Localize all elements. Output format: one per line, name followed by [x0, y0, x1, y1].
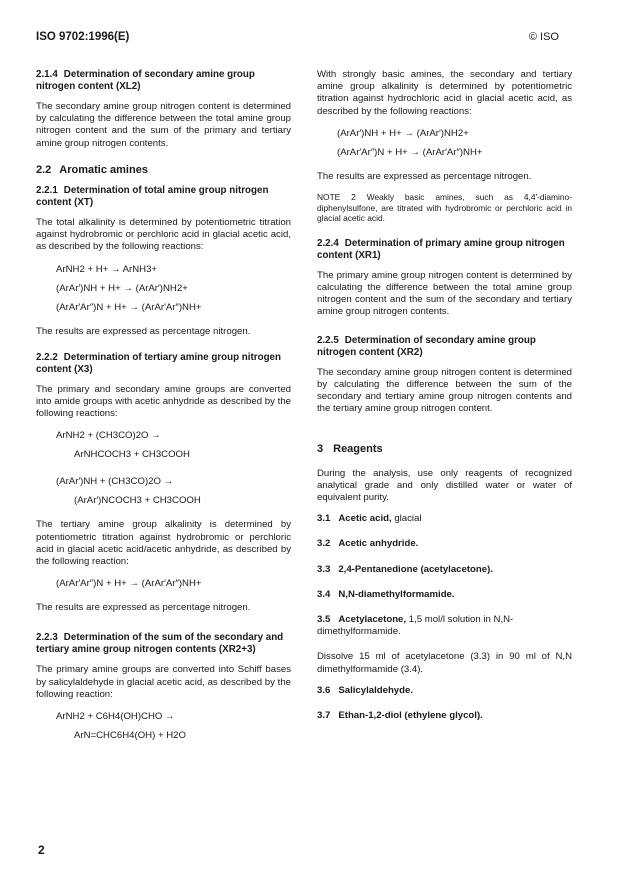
equation: (ArAr′)NH + (CH3CO)2O → [56, 476, 174, 488]
page-number: 2 [38, 843, 45, 857]
reagent-item: 3.3 2,4-Pentanedione (acetylacetone). [317, 563, 493, 575]
paragraph: During the analysis, use only reagents of recognized analytical grade and only distilled water or water of equivalent purity. [317, 467, 572, 504]
section-heading: 2.1.4 Determination of secondary amine group nitrogen content (XL2) [36, 69, 255, 92]
equation-block [36, 263, 291, 314]
equation: (ArAr′Ar″)N + H+ → (ArAr′Ar″)NH+ [56, 301, 202, 313]
section-heading: 2.2.5 Determination of secondary amine group nitrogen content (XR2) [317, 334, 536, 358]
reagent-item: 3.6 Salicylaldehyde. [317, 684, 413, 696]
equation: ArNH2 + H+ → ArNH3+ [56, 263, 158, 275]
copyright-mark: © ISO [528, 31, 559, 43]
equation: (ArAr′)NCOCH3 + CH3COOH [74, 495, 201, 507]
paragraph: The results are expressed as percentage nitrogen. [317, 170, 532, 182]
equation: ArNH2 + (CH3CO)2O → [56, 430, 161, 442]
reagent-item: 3.1 Acetic acid, glacial [317, 513, 422, 525]
paragraph: The primary amine groups are converted into Schiff bases by salicylaldehyde in glacial acetic acid, as described by the following reaction: [36, 664, 291, 700]
equation: ArNH2 + C6H4(OH)CHO → [56, 711, 175, 723]
section-heading: 2.2.2 Determination of tertiary amine group nitrogen content (X3) [36, 351, 281, 375]
section-heading: 2.2 Aromatic amines [36, 163, 148, 176]
note: NOTE 2 Weakly basic amines, such as 4,4′-diamino-diphenylsulfone, are titrated with hydrobromic or perchloric acid in glacial acetic acid. [317, 192, 572, 224]
reagent-item: 3.5 Acetylacetone, 1,5 mol/l solution in N,N-dimethylformamide. [317, 614, 514, 638]
equation: (ArAr′Ar″)N + H+ → (ArAr′Ar″)NH+ [337, 146, 483, 158]
reagent-list [317, 513, 572, 638]
paragraph: The primary amine group nitrogen content is determined by calculating the difference between the total amine group nitrogen content and the sum of the secondary and tertiary amine group nitrogen contents. [317, 269, 572, 318]
paragraph: With strongly basic amines, the secondary and tertiary amine group alkalinity is determined by potentiometric titration against hydrochloric acid in glacial acetic acid, as described by the following reactions: [317, 69, 572, 117]
equation-block [317, 127, 572, 159]
section-heading: 2.2.4 Determination of primary amine group nitrogen content (XR1) [317, 237, 565, 261]
equation: ArN=CHC6H4(OH) + H2O [74, 730, 186, 742]
paragraph: The primary and secondary amine groups are converted into amide groups with acetic anhydride as described by the following reactions: [36, 383, 291, 420]
equation-block [36, 429, 291, 507]
section-heading: 2.2.1 Determination of total amine group nitrogen content (XT) [36, 185, 269, 209]
paragraph: The tertiary amine group alkalinity is determined by potentiometric titration against hydrobromic or perchloric acid in glacial acetic acid/acetic anhydride, as described by the following reaction: [36, 519, 291, 568]
section-heading: 3 Reagents [317, 443, 383, 456]
right-column [317, 69, 572, 735]
equation: (ArAr′)NH + H+ → (ArAr′)NH2+ [337, 127, 469, 139]
equation: (ArAr′)NH + H+ → (ArAr′)NH2+ [56, 282, 188, 294]
paragraph: The secondary amine group nitrogen content is determined by calculating the difference between the sum of the secondary and tertiary amine group nitrogen contents and the tertiary amine group nitrogen content. [317, 366, 572, 415]
paragraph: The results are expressed as percentage nitrogen. [36, 325, 251, 337]
reagent-item: 3.7 Ethan-1,2-diol (ethylene glycol). [317, 710, 483, 722]
paragraph: The secondary amine group nitrogen content is determined by calculating the difference between the total amine group nitrogen content and the sum of the primary and tertiary amine group nitrogen contents. [36, 101, 291, 149]
equation: (ArAr′Ar″)N + H+ → (ArAr′Ar″)NH+ [56, 578, 202, 590]
document-id: ISO 9702:1996(E) [36, 31, 130, 43]
reagent-item: 3.4 N,N-diamethylformamide. [317, 588, 455, 600]
left-column [36, 69, 291, 748]
section-heading: 2.2.3 Determination of the sum of the secondary and tertiary amine group nitrogen contents (XR2+3) [36, 632, 284, 656]
paragraph: Dissolve 15 ml of acetylacetone (3.3) in 90 ml of N,N dimethylformamide (3.4). [317, 651, 572, 675]
paragraph: The total alkalinity is determined by potentiometric titration against hydrobromic or perchloric acid in glacial acetic acid, as described by the following reactions: [36, 217, 291, 253]
reagent-item: 3.2 Acetic anhydride. [317, 538, 419, 550]
equation: ArNHCOCH3 + CH3COOH [74, 449, 190, 461]
paragraph: The results are expressed as percentage nitrogen. [36, 602, 251, 614]
reagent-list [317, 685, 572, 722]
